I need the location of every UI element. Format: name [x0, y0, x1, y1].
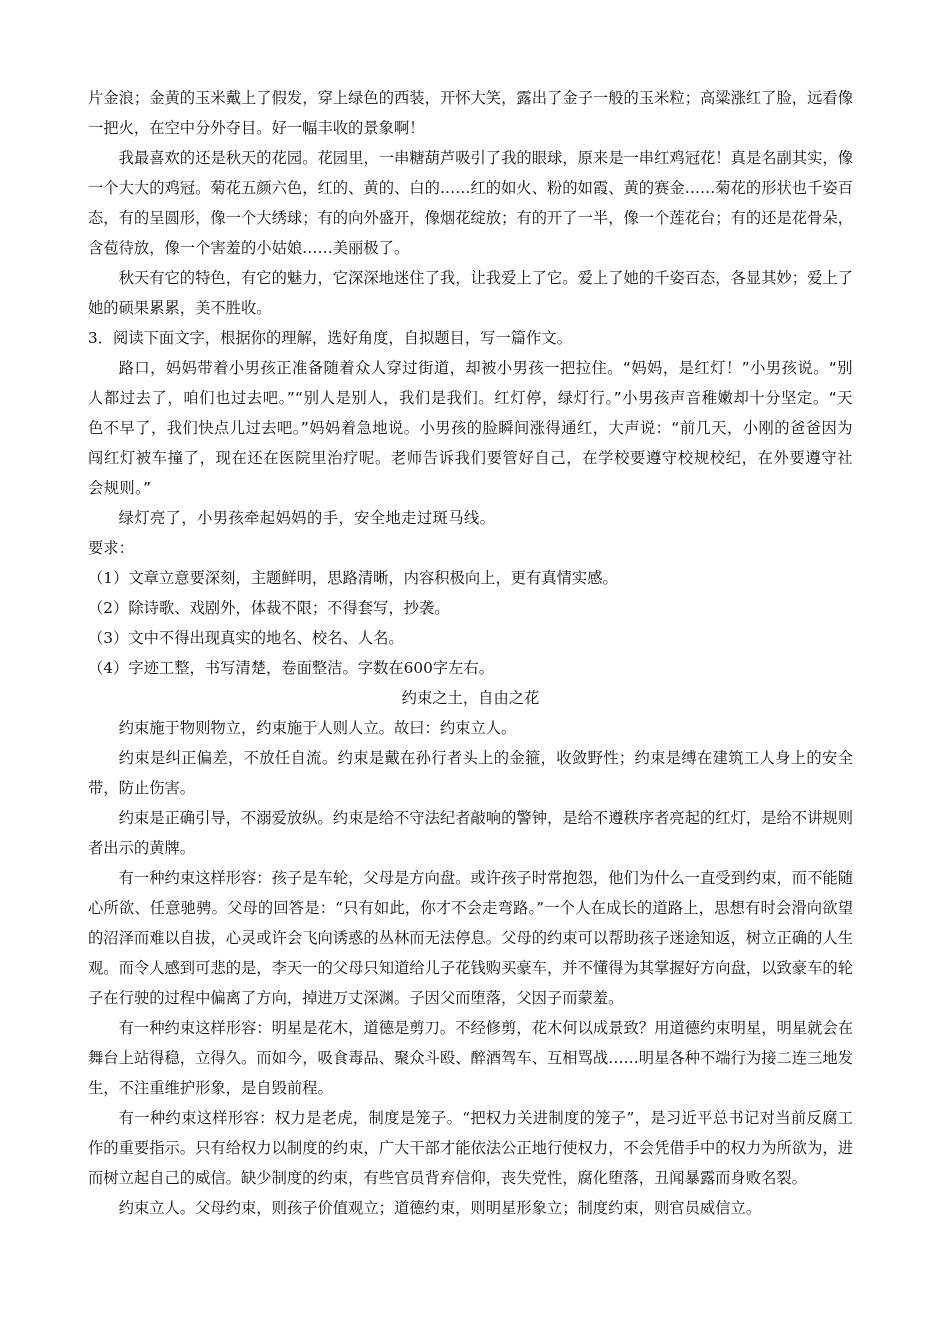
essay1-paragraph-2: 我最喜欢的还是秋天的花园。花园里，一串糖葫芦吸引了我的眼球，原来是一串红鸡冠花！真是名副其实，像一个大大的鸡冠。菊花五颜六色，红的、黄的、白的……红的如火、粉的如霞、黄的赛金……菊花的形状也千姿百态，有的呈圆形，像一个大绣球；有的向外盛开，像烟花绽放；有的开了一半，像一个莲花台；有的还是花骨朵，含苞待放，像一个害羞的小姑娘……美丽极了。	[88, 149, 853, 257]
essay2-paragraph-4: 有一种约束这样形容：孩子是车轮，父母是方向盘。或许孩子时常抱怨，他们为什么一直受到约束，而不能随心所欲、任意驰骋。父母的回答是：“只有如此，你才不会走弯路。”一个人在成长的道路上，思想有时会滑向欲望的沼泽而难以自拔，心灵或许会飞向诱惑的丛林而无法停息。父母的约束可以帮助孩子迷途知返，树立正确的人生观。而令人感到可悲的是，李天一的父母只知道给儿子花钱购买豪车，并不懂得为其掌握好方向盘，以致豪车的轮子在行驶的过程中偏离了方向，掉进万丈深渊。子因父而堕落，父因子而蒙羞。	[88, 869, 853, 1007]
essay2-title: 约束之土，自由之花	[401, 689, 540, 707]
essay2-paragraph-2: 约束是纠正偏差，不放任自流。约束是戴在孙行者头上的金箍，收敛野性；约束是缚在建筑工人身上的安全带，防止伤害。	[88, 749, 853, 797]
essay2-paragraph-7: 约束立人。父母约束，则孩子价值观立；道德约束，则明星形象立；制度约束，则官员威信立。	[118, 1199, 762, 1217]
essay2-paragraph-1: 约束施于物则物立，约束施于人则人立。故曰：约束立人。	[118, 719, 517, 737]
requirement-3: （3）文中不得出现真实的地名、校名、人名。	[88, 629, 404, 647]
essay1-paragraph-3: 秋天有它的特色，有它的魅力，它深深地迷住了我，让我爱上了它。爱上了她的千姿百态，各显其妙；爱上了她的硕果累累，美不胜收。	[88, 269, 853, 317]
requirements-label: 要求：	[88, 539, 134, 557]
requirement-2: （2）除诗歌、戏剧外，体裁不限；不得套写，抄袭。	[88, 599, 450, 617]
prompt-passage-paragraph-1: 路口，妈妈带着小男孩正准备随着众人穿过街道，却被小男孩一把拉住。“妈妈，是红灯！”小男孩说。“别人都过去了，咱们也过去吧。”“别人是别人，我们是我们。红灯停，绿灯行。”小男孩声音稚嫩却十分坚定。“天色不早了，我们快点儿过去吧。”妈妈着急地说。小男孩的脸瞬间涨得通红，大声说：“前几天，小刚的爸爸因为闯红灯被车撞了，现在还在医院里治疗呢。老师告诉我们要管好自己，在学校要遵守校规校纪，在外要遵守社会规则。”	[88, 359, 853, 497]
requirement-4: （4）字迹工整，书写清楚，卷面整洁。字数在600字左右。	[88, 659, 495, 677]
document-page	[88, 83, 853, 1223]
essay2-paragraph-5: 有一种约束这样形容：明星是花木，道德是剪刀。不经修剪，花木何以成景致？用道德约束明星，明星就会在舞台上站得稳，立得久。而如今，吸食毒品、聚众斗殴、醉酒驾车、互相骂战……明星各种不端行为接二连三地发生，不注重维护形象，是自毁前程。	[88, 1019, 853, 1097]
essay2-paragraph-6: 有一种约束这样形容：权力是老虎，制度是笼子。“把权力关进制度的笼子”，是习近平总书记对当前反腐工作的重要指示。只有给权力以制度的约束，广大干部才能依法公正地行使权力，不会凭借手中的权力为所欲为，进而树立起自己的威信。缺少制度的约束，有些官员背弃信仰，丧失党性，腐化堕落，丑闻暴露而身败名裂。	[88, 1109, 853, 1187]
question-3-heading: 3．阅读下面文字，根据你的理解，选好角度，自拟题目，写一篇作文。	[88, 329, 572, 347]
requirement-1: （1）文章立意要深刻，主题鲜明，思路清晰，内容积极向上，更有真情实感。	[88, 569, 618, 587]
prompt-passage-paragraph-2: 绿灯亮了，小男孩牵起妈妈的手，安全地走过斑马线。	[118, 509, 496, 527]
essay1-paragraph-1: 片金浪；金黄的玉米戴上了假发，穿上绿色的西装，开怀大笑，露出了金子一般的玉米粒；高粱涨红了脸，远看像一把火，在空中分外夺目。好一幅丰收的景象啊！	[88, 89, 853, 137]
essay2-paragraph-3: 约束是正确引导，不溺爱放纵。约束是给不守法纪者敲响的警钟，是给不遵秩序者亮起的红灯，是给不讲规则者出示的黄牌。	[88, 809, 853, 857]
